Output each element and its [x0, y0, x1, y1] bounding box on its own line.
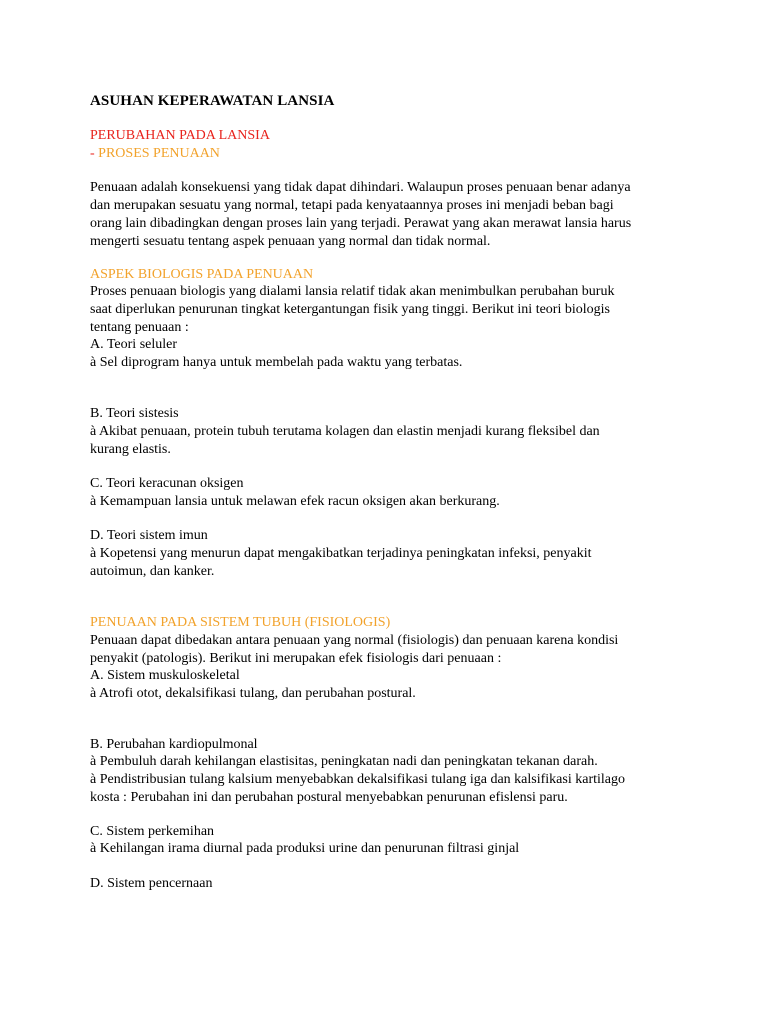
list-item-line: à Sel diprogram hanya untuk membelah pada waktu yang terbatas.: [90, 355, 463, 370]
paragraph-line: saat diperlukan penurunan tingkat ketergantungan fisik yang tinggi. Berikut ini teori biologis: [90, 302, 610, 317]
list-item-line: à Pendistribusian tulang kalsium menyebabkan dekalsifikasi tulang iga dan kalsifikasi kartilago: [90, 772, 625, 787]
list-item-label: C. Teori keracunan oksigen: [90, 476, 244, 491]
list-item-line: autoimun, dan kanker.: [90, 564, 215, 579]
list-item-label: C. Sistem perkemihan: [90, 824, 215, 839]
paragraph-line: tentang penuaan :: [90, 320, 189, 335]
list-item-label: A. Teori seluler: [90, 337, 178, 352]
paragraph-line: penyakit (patologis). Berikut ini merupakan efek fisiologis dari penuaan :: [90, 651, 502, 666]
section-heading-perubahan: PERUBAHAN PADA LANSIA: [90, 128, 270, 143]
list-item-label: D. Teori sistem imun: [90, 528, 208, 543]
list-item-line: à Pembuluh darah kehilangan elastisitas, peningkatan nadi dan peningkatan tekanan darah.: [90, 754, 598, 769]
paragraph-line: Penuaan dapat dibedakan antara penuaan yang normal (fisiologis) dan penuaan karena kondisi: [90, 633, 619, 648]
paragraph-line: mengerti sesuatu tentang aspek penuaan yang normal dan tidak normal.: [90, 234, 491, 249]
list-item-line: kosta : Perubahan ini dan perubahan postural menyebabkan penurunan efislensi paru.: [90, 790, 568, 805]
list-item-label: A. Sistem muskuloskeletal: [90, 668, 240, 683]
list-item-label: B. Teori sistesis: [90, 406, 179, 421]
sub-heading-proses-penuaan: PROSES PENUAAN: [98, 146, 220, 161]
list-item-line: à Atrofi otot, dekalsifikasi tulang, dan perubahan postural.: [90, 686, 416, 701]
sub-heading-line: [90, 145, 220, 163]
list-item-line: kurang elastis.: [90, 442, 171, 457]
document-title: ASUHAN KEPERAWATAN LANSIA: [90, 93, 335, 109]
paragraph-line: Proses penuaan biologis yang dialami lansia relatif tidak akan menimbulkan perubahan buruk: [90, 284, 615, 299]
list-item-label: B. Perubahan kardiopulmonal: [90, 737, 258, 752]
list-item-label: D. Sistem pencernaan: [90, 876, 213, 891]
list-item-line: à Kehilangan irama diurnal pada produksi urine dan penurunan filtrasi ginjal: [90, 841, 520, 856]
paragraph-line: dan merupakan sesuatu yang normal, tetapi pada kenyataannya proses ini menjadi beban bagi: [90, 198, 614, 213]
document-page: [90, 0, 690, 1024]
list-item-line: à Kopetensi yang menurun dapat mengakibatkan terjadinya peningkatan infeksi, penyakit: [90, 546, 592, 561]
sub-heading-dash: -: [90, 146, 99, 161]
paragraph-line: Penuaan adalah konsekuensi yang tidak dapat dihindari. Walaupun proses penuaan benar adanya: [90, 180, 631, 195]
list-item-line: à Kemampuan lansia untuk melawan efek racun oksigen akan berkurang.: [90, 494, 500, 509]
list-item-line: à Akibat penuaan, protein tubuh terutama kolagen dan elastin menjadi kurang fleksibel dan: [90, 424, 600, 439]
section-heading-sistem-tubuh: PENUAAN PADA SISTEM TUBUH (FISIOLOGIS): [90, 615, 391, 630]
section-heading-aspek-biologis: ASPEK BIOLOGIS PADA PENUAAN: [90, 267, 314, 282]
paragraph-line: orang lain dibadingkan dengan proses lain yang terjadi. Perawat yang akan merawat lansia harus: [90, 216, 632, 231]
